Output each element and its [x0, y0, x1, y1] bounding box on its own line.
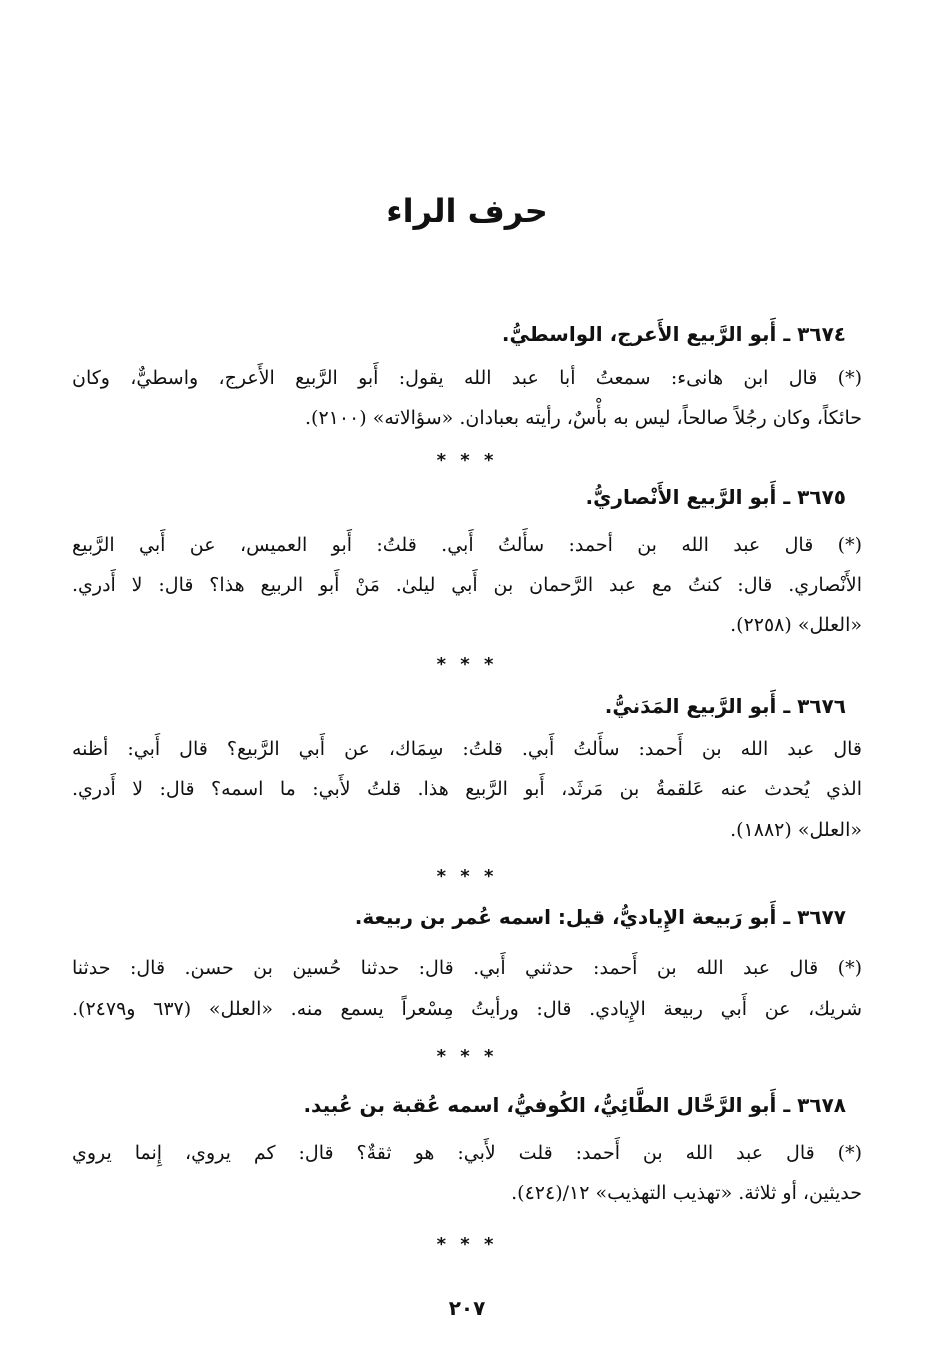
entry-3676-line-3: «العلل» (١٨٨٢). [730, 819, 862, 841]
entry-3675-line-2: الأَنْصاري. قال: كنتُ مع عبد الرَّحمان بن أَبي ليلىٰ. مَنْ أَبو الربيع هذا؟ قال: لا أَدري. [72, 574, 862, 596]
page-number: ٢٠٧ [448, 1296, 486, 1320]
entry-heading-3677: ٣٦٧٧ ـ أَبو رَبيعة الإِياديُّ، قيل: اسمه عُمر بن ربيعة. [354, 905, 846, 929]
entry-3674-line-1: (*) قال ابن هانىء: سمعتُ أبا عبد الله يقول: أَبو الرَّبيع الأَعرج، واسطيٌّ، وكان [72, 367, 862, 389]
entry-3678-line-1: (*) قال عبد الله بن أَحمد: قلت لأَبي: هو ثقةٌ؟ قال: كم يروي، إِنما يروي [72, 1142, 862, 1164]
entry-heading-3674: ٣٦٧٤ ـ أَبو الرَّبيع الأَعرج، الواسطيُّ. [501, 322, 846, 346]
entry-heading-3676: ٣٦٧٦ ـ أَبو الرَّبيع المَدَنيُّ. [604, 694, 846, 718]
separator-2: * * * [436, 654, 498, 675]
separator-5: * * * [436, 1234, 498, 1255]
entry-3676-line-1: قال عبد الله بن أَحمد: سأَلتُ أَبي. قلتُ: سِمَاك، عن أَبي الرَّبيع؟ قال أَبي: أظنه [72, 738, 862, 760]
entry-3675-line-1: (*) قال عبد الله بن أحمد: سأَلتُ أَبي. قلتُ: أَبو العميس، عن أَبي الرَّبيع [72, 534, 862, 556]
entry-3677-line-1: (*) قال عبد الله بن أَحمد: حدثني أَبي. قال: حدثنا حُسين بن حسن. قال: حدثنا [72, 957, 862, 979]
entry-3677-line-2: شريك، عن أَبي ربيعة الإِيادي. قال: ورأيتُ مِسْعراً يسمع منه. «العلل» (٦٣٧ و٢٤٧٩). [72, 998, 862, 1020]
separator-1: * * * [436, 450, 498, 471]
entry-heading-3675: ٣٦٧٥ ـ أَبو الرَّبيع الأَنْصاريُّ. [585, 485, 846, 509]
entry-3674-line-2: حائكاً، وكان رجُلاً صالحاً، ليس به بأْسٌ، رأيته بعبادان. «سؤالاته» (٢١٠٠). [304, 407, 862, 429]
separator-3: * * * [436, 866, 498, 887]
entry-3678-line-2: حديثين، أو ثلاثة. «تهذيب التهذيب» ١٢/(٤٢٤). [511, 1182, 862, 1204]
separator-4: * * * [436, 1046, 498, 1067]
page-title: حرف الراء [386, 192, 548, 230]
entry-heading-3678: ٣٦٧٨ ـ أَبو الرَّحَّال الطَّائِيُّ، الكُوفيُّ، اسمه عُقبة بن عُبيد. [303, 1093, 846, 1117]
entry-3676-line-2: الذي يُحدث عنه عَلقمةُ بن مَرثَد، أَبو الرَّبيع هذا. قلتُ لأَبي: ما اسمه؟ قال: لا أَدري. [72, 778, 862, 800]
entry-3675-line-3: «العلل» (٢٢٥٨). [730, 614, 862, 636]
